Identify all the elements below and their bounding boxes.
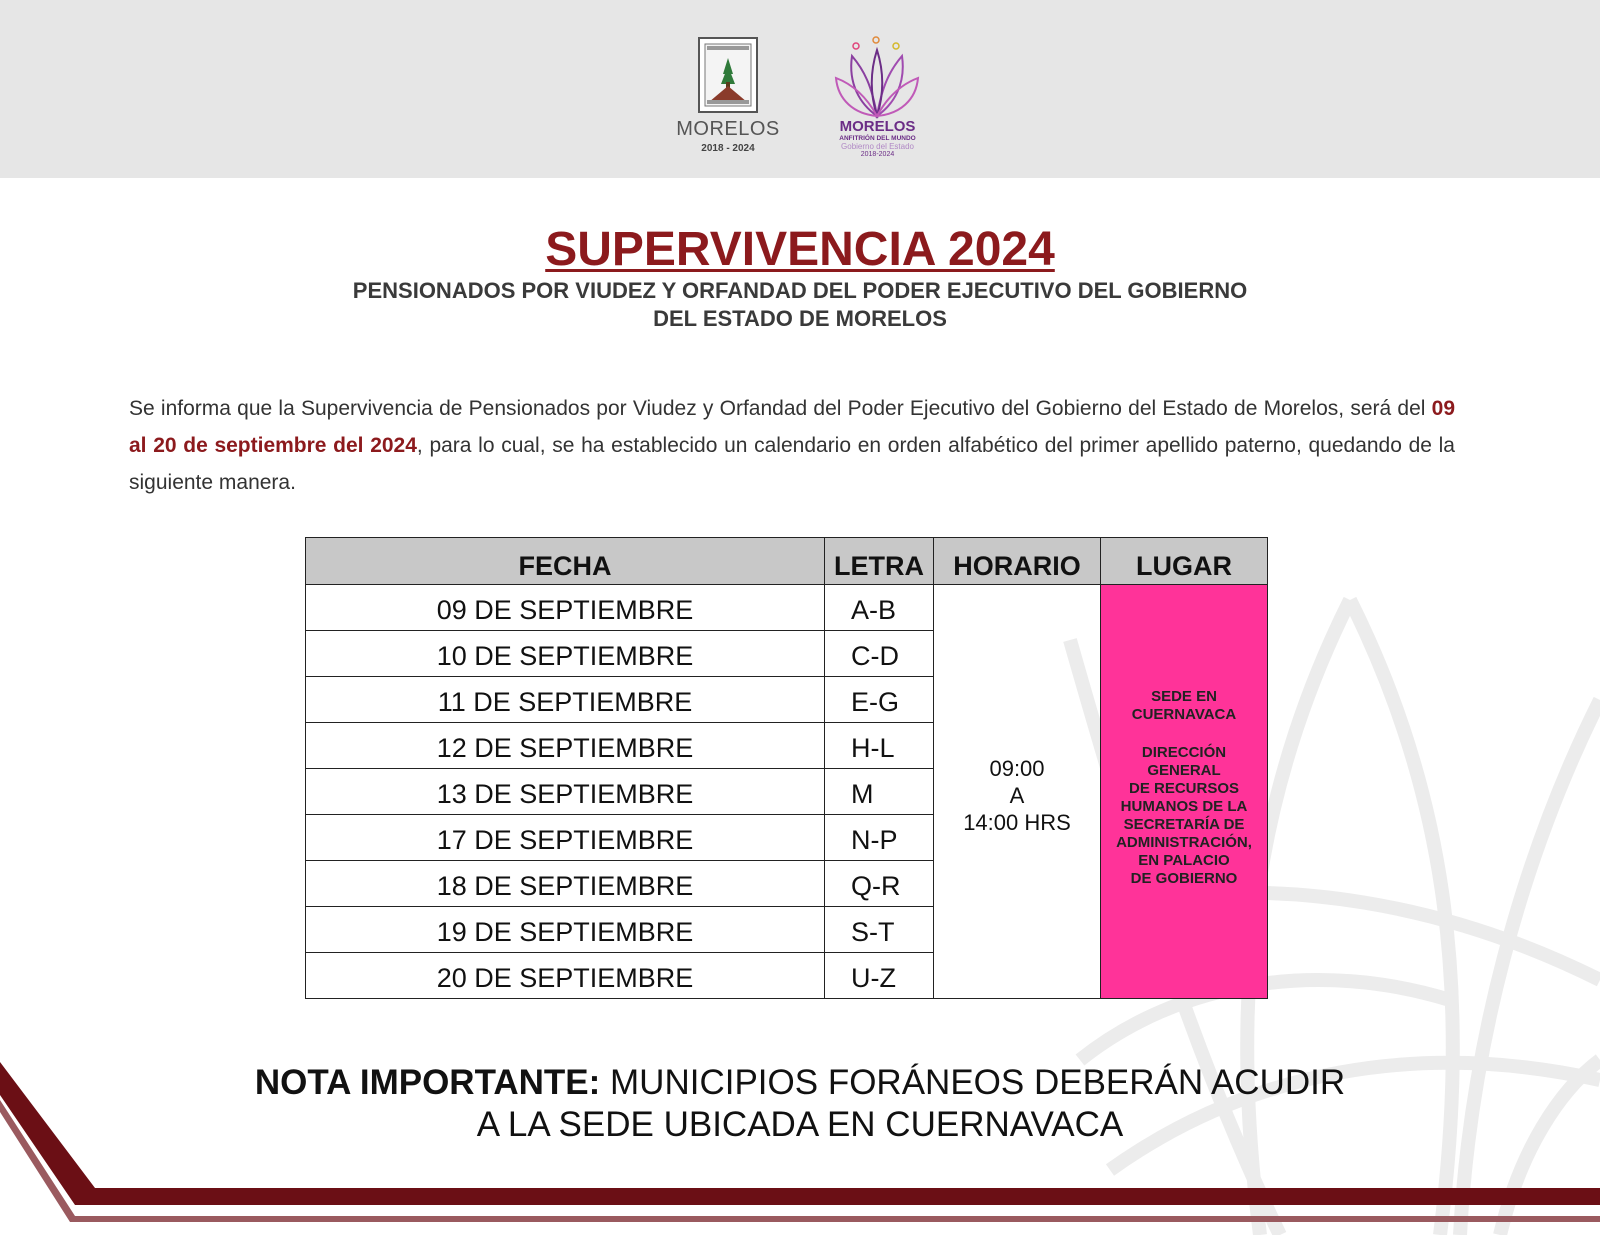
lotus-flower-icon	[830, 34, 925, 120]
lugar-line: GENERAL	[1147, 761, 1221, 779]
fecha-cell: 19 DE SEPTIEMBRE	[306, 907, 825, 953]
fecha-cell: 10 DE SEPTIEMBRE	[306, 631, 825, 677]
horario-start: 09:00	[989, 756, 1045, 781]
note-line-2: A LA SEDE UBICADA EN CUERNAVACA	[476, 1105, 1124, 1144]
letra-cell: N-P	[825, 815, 934, 861]
lugar-line: HUMANOS DE LA	[1120, 797, 1248, 815]
lugar-spacer	[1101, 724, 1267, 744]
letra-cell: E-G	[825, 677, 934, 723]
lugar-line: ADMINISTRACIÓN,	[1116, 833, 1252, 851]
horario-end: 14:00 HRS	[963, 810, 1071, 835]
state-coat-of-arms-logo	[668, 36, 788, 161]
lugar-cell	[1101, 585, 1268, 999]
letra-cell: S-T	[825, 907, 934, 953]
intro-paragraph	[129, 390, 1455, 501]
fecha-cell: 12 DE SEPTIEMBRE	[306, 723, 825, 769]
fecha-cell: 11 DE SEPTIEMBRE	[306, 677, 825, 723]
logo-gov-subtitle: Gobierno del Estado	[841, 142, 914, 151]
important-note	[0, 1062, 1600, 1146]
lugar-line: DIRECCIÓN	[1141, 743, 1227, 761]
letra-cell: M	[825, 769, 934, 815]
logo-gov-name: MORELOS	[839, 118, 916, 135]
table-header-row	[306, 538, 1268, 585]
header-horario: HORARIO	[934, 538, 1101, 585]
letra-cell: U-Z	[825, 953, 934, 999]
logo-state-years: 2018 - 2024	[701, 143, 755, 154]
intro-date-highlight: 09 al 20 de septiembre del 2024	[129, 397, 1455, 457]
header-band	[0, 0, 1600, 178]
lugar-line: CUERNAVACA	[1131, 705, 1237, 723]
subtitle-line-1: PENSIONADOS POR VIUDEZ Y ORFANDAD DEL PODER EJECUTIVO DEL GOBIERNO	[352, 278, 1248, 303]
letra-cell: H-L	[825, 723, 934, 769]
letra-cell: A-B	[825, 585, 934, 631]
letra-cell: C-D	[825, 631, 934, 677]
logo-gov-tagline: ANFITRIÓN DEL MUNDO	[839, 135, 916, 142]
fecha-cell: 13 DE SEPTIEMBRE	[306, 769, 825, 815]
lugar-line: EN PALACIO	[1138, 851, 1230, 869]
logo-gov-years: 2018-2024	[860, 151, 895, 158]
note-text-1: MUNICIPIOS FORÁNEOS DEBERÁN ACUDIR	[600, 1063, 1346, 1102]
intro-text-before: Se informa que la Supervivencia de Pensionados por Viudez y Orfandad del Poder Ejecutivo del Gobierno del Estado de Morelos, será del	[129, 397, 1432, 420]
lugar-line: DE RECURSOS	[1128, 779, 1240, 797]
intro-text-after: , para lo cual, se ha establecido un calendario en orden alfabético del primer apellido paterno, quedando de la siguiente manera.	[129, 434, 1455, 494]
page-title: SUPERVIVENCIA 2024	[545, 223, 1055, 276]
fecha-cell: 20 DE SEPTIEMBRE	[306, 953, 825, 999]
horario-sep: A	[1009, 783, 1025, 808]
lugar-line: SEDE EN	[1151, 687, 1217, 705]
calendar-table	[305, 537, 1268, 999]
header-fecha: FECHA	[306, 538, 825, 585]
fecha-cell: 18 DE SEPTIEMBRE	[306, 861, 825, 907]
header-lugar: LUGAR	[1101, 538, 1268, 585]
logo-state-name: MORELOS	[676, 118, 780, 140]
government-logo	[820, 34, 935, 164]
subtitle-line-2: DEL ESTADO DE MORELOS	[653, 306, 947, 331]
letra-cell: Q-R	[825, 861, 934, 907]
table-row	[306, 585, 1268, 631]
note-label: NOTA IMPORTANTE:	[254, 1063, 601, 1102]
coat-of-arms-icon	[697, 36, 759, 114]
fecha-cell: 09 DE SEPTIEMBRE	[306, 585, 825, 631]
note-line-1	[0, 1062, 1600, 1104]
lugar-line: DE GOBIERNO	[1130, 869, 1238, 887]
header-letra: LETRA	[825, 538, 934, 585]
horario-cell	[934, 585, 1101, 999]
fecha-cell: 17 DE SEPTIEMBRE	[306, 815, 825, 861]
lugar-line: SECRETARÍA DE	[1123, 815, 1245, 833]
